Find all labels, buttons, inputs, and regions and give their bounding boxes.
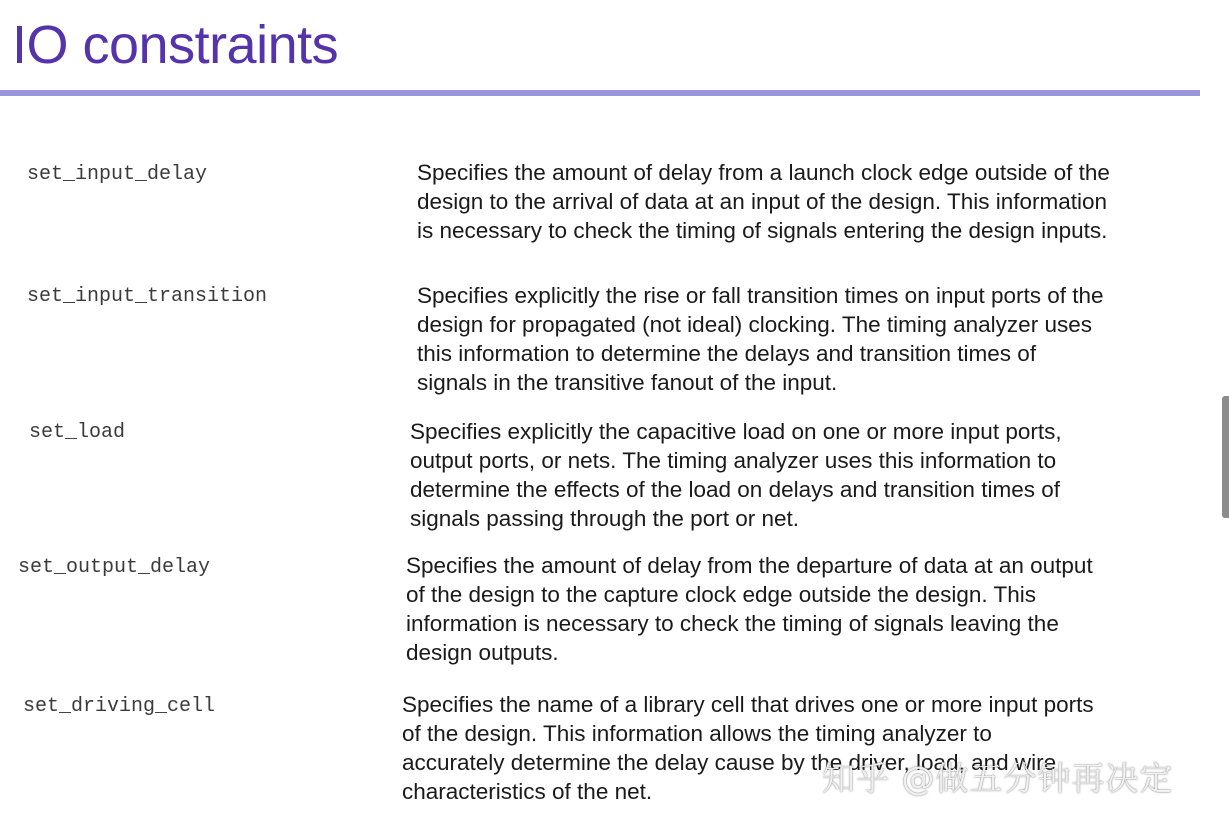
command-name: set_output_delay (18, 556, 211, 579)
description-line: output ports, or nets. The timing analyzer uses this information to (410, 448, 1057, 473)
description-line: information is necessary to check the timing of signals leaving the (406, 611, 1059, 636)
description-line: this information to determine the delays and transition times of (417, 341, 1037, 366)
description-line: accurately determine the delay cause by the driver, load, and wire (402, 750, 1057, 775)
description-line: Specifies the name of a library cell that drives one or more input ports (402, 692, 1094, 717)
command-name: set_driving_cell (23, 695, 216, 718)
command-name: set_input_delay (27, 163, 208, 186)
description-line: Specifies the amount of delay from the departure of data at an output (406, 553, 1093, 578)
description-line: signals passing through the port or net. (410, 506, 799, 531)
description-line: design outputs. (406, 640, 559, 665)
command-description (417, 281, 1104, 397)
watermark: 知乎 @做五分钟再决定 (822, 759, 1174, 798)
command-description (406, 551, 1093, 667)
description-line: Specifies explicitly the capacitive load on one or more input ports, (410, 419, 1062, 444)
description-line: design to the arrival of data at an input of the design. This information (417, 189, 1108, 214)
description-line: is necessary to check the timing of signals entering the design inputs. (417, 218, 1108, 243)
command-name: set_input_transition (27, 285, 268, 308)
command-description (417, 158, 1110, 245)
description-line: of the design. This information allows the timing analyzer to (402, 721, 992, 746)
scroll-indicator[interactable] (1222, 396, 1229, 518)
description-line: Specifies explicitly the rise or fall transition times on input ports of the (417, 283, 1104, 308)
description-line: characteristics of the net. (402, 779, 653, 804)
description-line: signals in the transitive fanout of the input. (417, 370, 838, 395)
title-underline (0, 90, 1200, 96)
command-description (410, 417, 1062, 533)
slide-title: IO constraints (12, 15, 339, 75)
description-line: design for propagated (not ideal) clocking. The timing analyzer uses (417, 312, 1092, 337)
description-line: Specifies the amount of delay from a launch clock edge outside of the (417, 160, 1110, 185)
command-name: set_load (29, 421, 126, 444)
description-line: of the design to the capture clock edge outside the design. This (406, 582, 1036, 607)
description-line: determine the effects of the load on delays and transition times of (410, 477, 1060, 502)
